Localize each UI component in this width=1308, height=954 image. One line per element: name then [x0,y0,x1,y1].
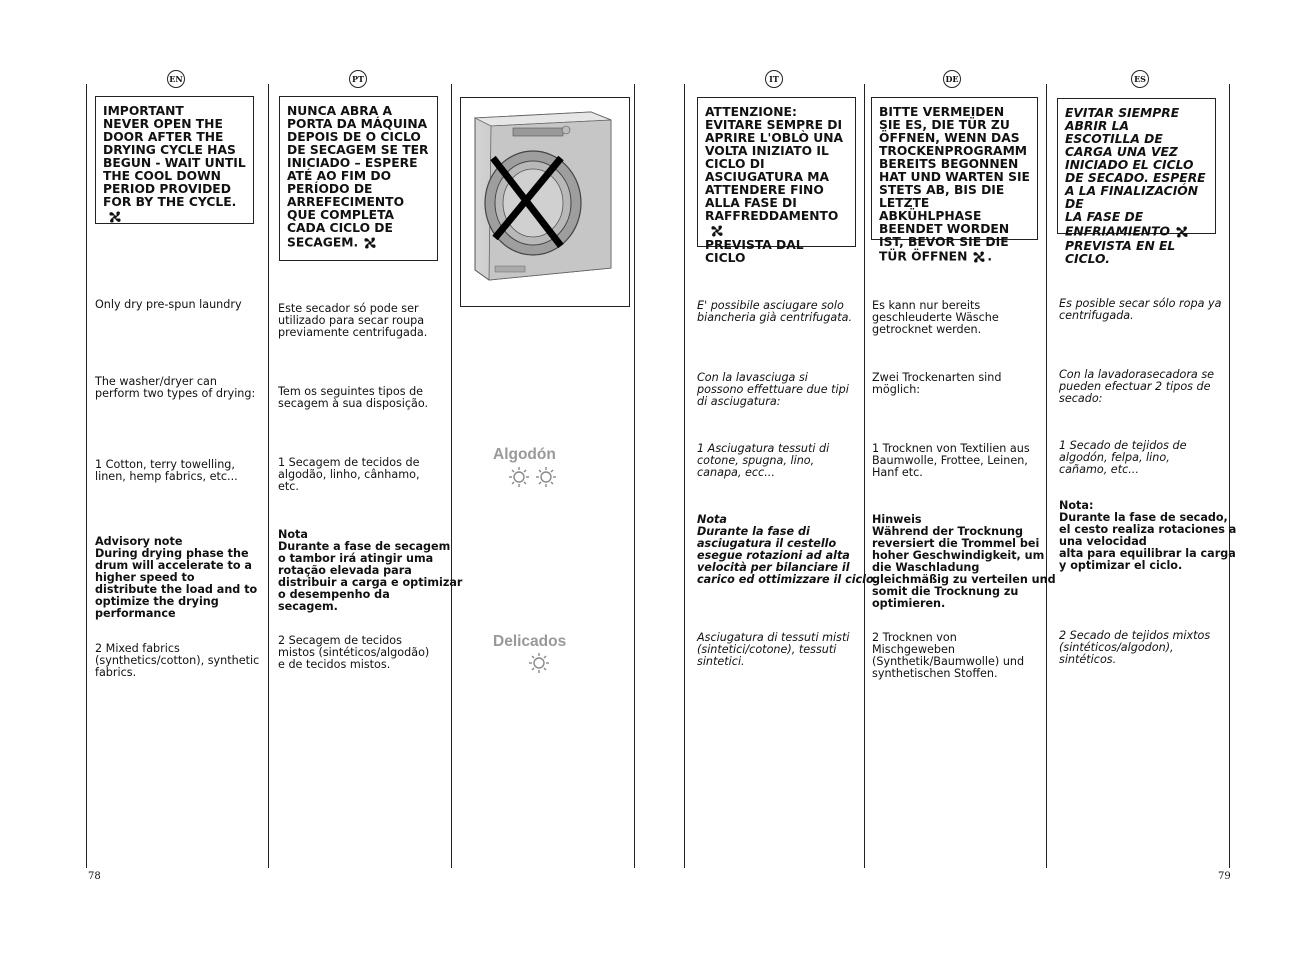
it-paragraph-cotton: 1 Asciugatura tessuti di cotone, spugna, lino, canapa, ecc... [697,442,830,479]
pt-paragraph-types: Tem os seguintes tipos de secagem à sua disposição. [278,385,429,410]
de-paragraph-types: Zwei Trockenarten sind möglich: [872,371,1002,396]
page-number-left: 78 [88,871,101,882]
warning-text-tail: PREVISTA EN EL CICLO. [1065,239,1176,266]
washer-dryer-illustration [460,97,630,307]
two-sun-icon [508,466,560,488]
page-number-right: 79 [1218,871,1231,882]
warning-box-de [871,97,1038,264]
language-badge-pt: PT [349,70,367,88]
warning-text: IMPORTANT NEVER OPEN THE DOOR AFTER THE DRYING CYCLE HAS BEGUN - WAIT UNTIL THE COOL DOWN PERIOD PROVIDED FOR BY THE CYCLE. [103,104,246,209]
de-paragraph-cotton: 1 Trocknen von Textilien aus Baumwolle, Frottee, Leinen, Hanf etc. [872,442,1030,479]
language-badge-de: DE [943,70,961,88]
column-rule [864,84,865,868]
en-advisory-note: Advisory note During drying phase the drum will accelerate to a higher speed to distribute the load and to optimize the drying performance [95,535,258,620]
en-paragraph-types: The washer/dryer can perform two types of drying: [95,375,256,400]
program-label-delicate: Delicados [493,633,567,650]
language-badge-it: IT [765,70,783,88]
warning-text-tail: . [987,249,993,264]
warning-text: NUNCA ABRA A PORTA DA MÁQUINA DEPOIS DE O CICLO DE SECAGEM SE TER INICIADO – ESPERE ATÉ AO FIM DO PERÍODO DE ARREFECIMENTO QUE COMPLETA CADA CICLO DE SECAGEM. [287,104,429,250]
it-advisory-note: Nota Durante la fase di asciugatura il cestello esegue rotazioni ad alta velocità per bilanciare il carico ed ottimizzare il ciclo. [697,513,878,586]
language-badge-en: EN [167,70,185,88]
fan-icon [971,249,987,265]
column-rule [684,84,685,868]
es-paragraph-mixed: 2 Secado de tejidos mixtos (sintéticos/algodon), sintéticos. [1059,629,1211,666]
de-advisory-note: Hinweis Während der Trocknung reversiert die Trommel bei hoher Geschwindigkeit, um die Waschladung gleichmäßig zu verteilen und somit die Trocknung zu optimieren. [872,513,1056,610]
warning-text: BITTE VERMEIDEN SIE ES, DIE TÜR ZU ÖFFNEN, WENN DAS TROCKENPROGRAMM BEREITS BEGONNEN HAT UND WARTEN SIE STETS AB, BIS DIE LETZTE ABKÜHLPHASE BEENDET WORDEN IST, BEVOR SIE DIE TÜR ÖFFNEN [879,105,1030,264]
es-paragraph-prespun: Es posible secar sólo ropa ya centrifugada. [1059,297,1222,322]
washer-no-open-door-icon [461,98,629,306]
fan-icon [1174,224,1190,240]
pt-paragraph-cotton: 1 Secagem de tecidos de algodão, linho, cânhamo, etc. [278,456,420,493]
column-rule [1229,84,1230,868]
es-paragraph-cotton: 1 Secado de tejidos de algodón, felpa, lino, cañamo, etc... [1059,439,1187,476]
warning-text: ATTENZIONE: EVITARE SEMPRE DI APRIRE L'OBLÒ UNA VOLTA INIZIATO IL CICLO DI ASCIUGATURA MA ATTENDERE FINO ALLA FASE DI RAFFREDDAMENTO [705,105,844,223]
column-rule [451,84,452,868]
de-paragraph-prespun: Es kann nur bereits geschleuderte Wäsche getrocknet werden. [872,299,999,336]
fan-icon [709,223,725,239]
en-paragraph-prespun: Only dry pre-spun laundry [95,298,242,311]
warning-box-es [1057,98,1216,266]
warning-box-en [95,96,254,224]
column-rule [86,84,87,868]
column-rule [1046,84,1047,868]
one-sun-icon [527,652,551,674]
en-paragraph-mixed: 2 Mixed fabrics (synthetics/cotton), synthetic fabrics. [95,642,260,679]
de-paragraph-mixed: 2 Trocknen von Mischgeweben (Synthetik/Baumwolle) und synthetischen Stoffen. [872,631,1025,680]
warning-box-it [697,97,856,265]
fan-icon [362,235,378,251]
pt-advisory-note: Nota Durante a fase de secagem o tambor irá atingir uma rotação elevada para distribuir a carga e optimizar o desempenho da secagem. [278,528,463,613]
it-paragraph-mixed: Asciugatura di tessuti misti (sintetici/cotone), tessuti sintetici. [697,631,850,668]
it-paragraph-types: Con la lavasciuga si possono effettuare due tipi di asciugatura: [697,371,849,408]
pt-paragraph-prespun: Este secador só pode ser utilizado para secar roupa previamente centrifugada. [278,302,428,339]
warning-box-pt [279,96,438,261]
warning-text: EVITAR SIEMPRE ABRIR LA ESCOTILLA DE CARGA UNA VEZ INICIADO EL CICLO DE SECADO. ESPERE A LA FINALIZACIÓN DE LA FASE DE ENFRIAMIENTO [1065,106,1206,239]
fan-icon [107,209,123,225]
pt-paragraph-mixed: 2 Secagem de tecidos mistos (sintéticos/algodão) e de tecidos mistos. [278,634,430,671]
language-badge-es: ES [1131,70,1149,88]
column-rule [268,84,269,868]
es-advisory-note: Nota: Durante la fase de secado, el cesto realiza rotaciones a una velocidad alta para equilibrar la carga y optimizar el ciclo. [1059,499,1237,572]
es-paragraph-types: Con la lavadorasecadora se pueden efectuar 2 tipos de secado: [1059,368,1215,405]
warning-text-tail: PREVISTA DAL CICLO [705,238,804,265]
en-paragraph-cotton: 1 Cotton, terry towelling, linen, hemp fabrics, etc... [95,458,238,483]
program-label-cotton: Algodón [493,446,556,463]
it-paragraph-prespun: E' possibile asciugare solo biancheria già centrifugata. [697,299,853,324]
column-rule [634,84,635,868]
